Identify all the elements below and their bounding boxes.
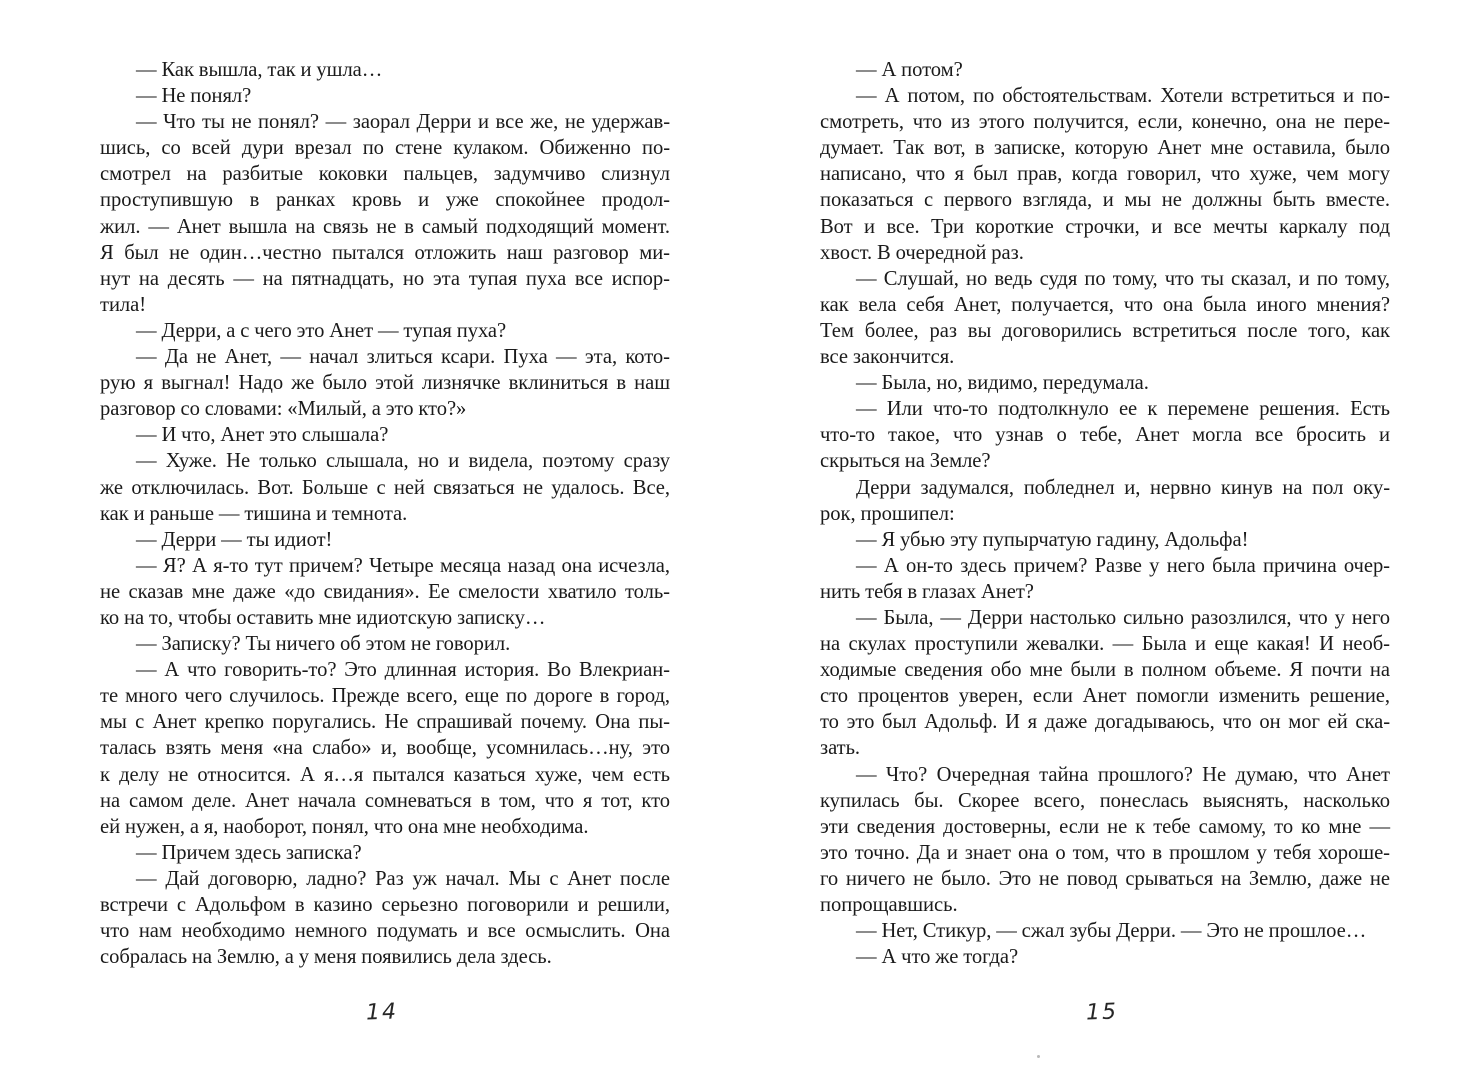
paragraph [820,944,1390,970]
paragraph [820,396,1390,474]
text-line: — Не понял? [136,85,252,108]
paragraph [820,527,1390,553]
text-line: к делу не относится. А я…я пытался казаться хуже, чем есть [100,763,670,786]
text-line: думает. Так вот, в записке, которую Анет мне оставила, было [820,137,1390,160]
paragraph [820,762,1390,919]
text-line: — Или что-то подтолкнуло ее к перемене решения. Есть [856,398,1390,421]
paragraph [820,918,1390,944]
text-line: смотреть, что из этого получится, если, конечно, она не пере- [820,111,1390,134]
text-line: — А что же тогда? [856,946,1019,969]
paragraph [100,109,670,318]
text-line: на самом деле. Анет начала сомневаться в том, что я тот, кто [100,789,670,812]
text-line: купилась бы. Скорее всего, понеслась выяснять, насколько [820,789,1390,812]
paragraph [820,370,1390,396]
text-line: же отключилась. Вот. Больше с ней связаться не удалось. Все, [100,476,670,499]
left-page-number: 14 [365,999,399,1026]
paragraph [820,553,1390,605]
text-line: — Хуже. Не только слышала, но и видела, поэтому сразу [136,450,670,473]
paragraph [100,344,670,422]
right-page-text-column [820,57,1390,970]
text-line: нить тебя в глазах Анет? [820,580,1034,603]
right-page-number: 15 [1085,999,1119,1026]
text-line: разговор со словами: «Милый, а это кто?» [100,398,467,421]
paragraph [100,83,670,109]
paragraph [100,553,670,631]
text-line: — Была, — Дерри настолько сильно разозлился, что у него [856,606,1390,629]
text-line: что-то такое, что узнав о тебе, Анет могла все бросить и [820,424,1390,447]
text-line: Вот и все. Три короткие строчки, и все мечты каркалу под [820,215,1390,238]
text-line: — Я? А я-то тут причем? Четыре месяца назад она исчезла, [136,554,670,577]
text-line: талась взять меня «на слабо» и, вообще, усомнилась…ну, это [100,737,670,760]
paragraph [820,605,1390,762]
text-line: — Да не Анет, — начал злиться ксари. Пуха — эта, кото- [136,346,670,369]
text-line: — И что, Анет это слышала? [136,424,389,447]
text-line: — Причем здесь записка? [136,841,362,864]
text-line: все закончится. [820,346,955,369]
text-line: жил. — Анет вышла на связь не в самый подходящий момент. [100,215,670,238]
text-line: — Дай договорю, ладно? Раз уж начал. Мы с Анет после [136,867,670,890]
paragraph [100,866,670,970]
text-line: смотрел на разбитые коковки пальцев, задумчиво слизнул [100,163,670,186]
text-line: то это был Адольф. И я даже догадываюсь, что он мог ей ска- [820,711,1390,734]
text-line: — Что? Очередная тайна прошлого? Не думаю, что Анет [856,763,1390,786]
paragraph [100,57,670,83]
text-line: собралась на Землю, а у меня появились дела здесь. [100,946,552,969]
left-page-text-column [100,57,670,970]
text-line: те много чего случилось. Прежде всего, еще по дороге в город, [100,685,670,708]
text-line: сто процентов уверен, если Анет помогли изменить решение, [820,685,1390,708]
text-line: ей нужен, а я, наоборот, понял, что она мне необходима. [100,815,589,838]
scan-speck [1037,1055,1040,1058]
text-line: как вела себя Анет, получается, что она была иного мнения? [820,293,1390,316]
paragraph [100,657,670,840]
text-line: тила! [100,293,147,316]
text-line: как и раньше — тишина и темнота. [100,502,408,525]
text-line: проступившую в ранках кровь и уже спокойнее продол- [100,189,670,212]
text-line: — Записку? Ты ничего об этом не говорил. [136,633,511,656]
text-line: — А потом? [856,59,963,81]
text-line: эти сведения достоверны, если не к тебе самому, то ко мне — [820,815,1390,838]
text-line: шись, со всей дури врезал по стене кулаком. Обиженно по- [100,137,670,160]
paragraph [100,448,670,526]
text-line: — А что говорить-то? Это длинная история. Во Влекриан- [136,659,670,682]
text-line: — Я убью эту пупырчатую гадину, Адольфа! [856,528,1249,551]
text-line: мы с Анет крепко поругались. Не спрашивай почему. Она пы- [100,711,670,734]
text-line: попрощавшись. [820,894,958,916]
text-line: рок, прошипел: [820,502,955,525]
paragraph [100,422,670,448]
paragraph [820,475,1390,527]
paragraph [100,318,670,344]
text-line: нут на десять — на пятнадцать, но эта тупая пуха все испор- [100,267,670,290]
text-line: го ничего не было. Это не повод срываться на Землю, даже не [820,867,1390,890]
text-line: ко на то, чтобы оставить мне идиотскую записку… [100,606,546,629]
text-line: скрыться на Земле? [820,450,991,473]
text-line: — Как вышла, так и ушла… [136,59,383,81]
text-line: что нам необходимо немного подумать и все осмыслить. Она [100,920,670,943]
text-line: хвост. В очередной раз. [820,241,1024,264]
text-line: — Нет, Стикур, — сжал зубы Дерри. — Это не прошлое… [856,920,1367,943]
text-line: рую я выгнал! Надо же было этой лизнячке вклиниться в наш [100,372,670,395]
text-line: не сказав мне даже «до свидания». Ее смелости хватило толь- [100,580,670,603]
text-line: это точно. Да и знает она о том, что в прошлом у тебя хороше- [820,841,1390,864]
text-line: на скулах проступили жевалки. — Была и еще какая! И необ- [820,633,1390,656]
paragraph [820,57,1390,83]
text-line: ходимые сведения обо мне были в полном объеме. Я почти на [820,659,1390,682]
paragraph [820,266,1390,370]
text-line: — Слушай, но ведь судя по тому, что ты сказал, и по тому, [856,267,1390,290]
text-line: — А он-то здесь причем? Разве у него была причина очер- [856,554,1390,577]
text-line: — Была, но, видимо, передумала. [856,372,1149,395]
text-line: Тем более, раз вы договорились встретиться после того, как [820,319,1390,342]
paragraph [820,83,1390,266]
paragraph [100,527,670,553]
text-line: показаться с первого взгляда, и мы не должны быть вместе. [820,189,1390,212]
text-line: встречи с Адольфом в казино серьезно поговорили и решили, [100,894,670,916]
text-line: — А потом, по обстоятельствам. Хотели встретиться и по- [856,85,1390,108]
paragraph [100,840,670,866]
text-line: зать. [820,737,861,760]
paragraph [100,631,670,657]
text-line: — Что ты не понял? — заорал Дерри и все же, не удержав- [136,111,670,134]
text-line: — Дерри — ты идиот! [136,528,333,551]
text-line: Дерри задумался, побледнел и, нервно кинув на пол оку- [856,476,1390,499]
text-line: Я был не один…честно пытался отложить наш разговор ми- [100,241,670,264]
text-line: написано, что я был прав, когда говорил, что хуже, чем могу [820,163,1390,186]
text-line: — Дерри, а с чего это Анет — тупая пуха? [136,319,507,342]
